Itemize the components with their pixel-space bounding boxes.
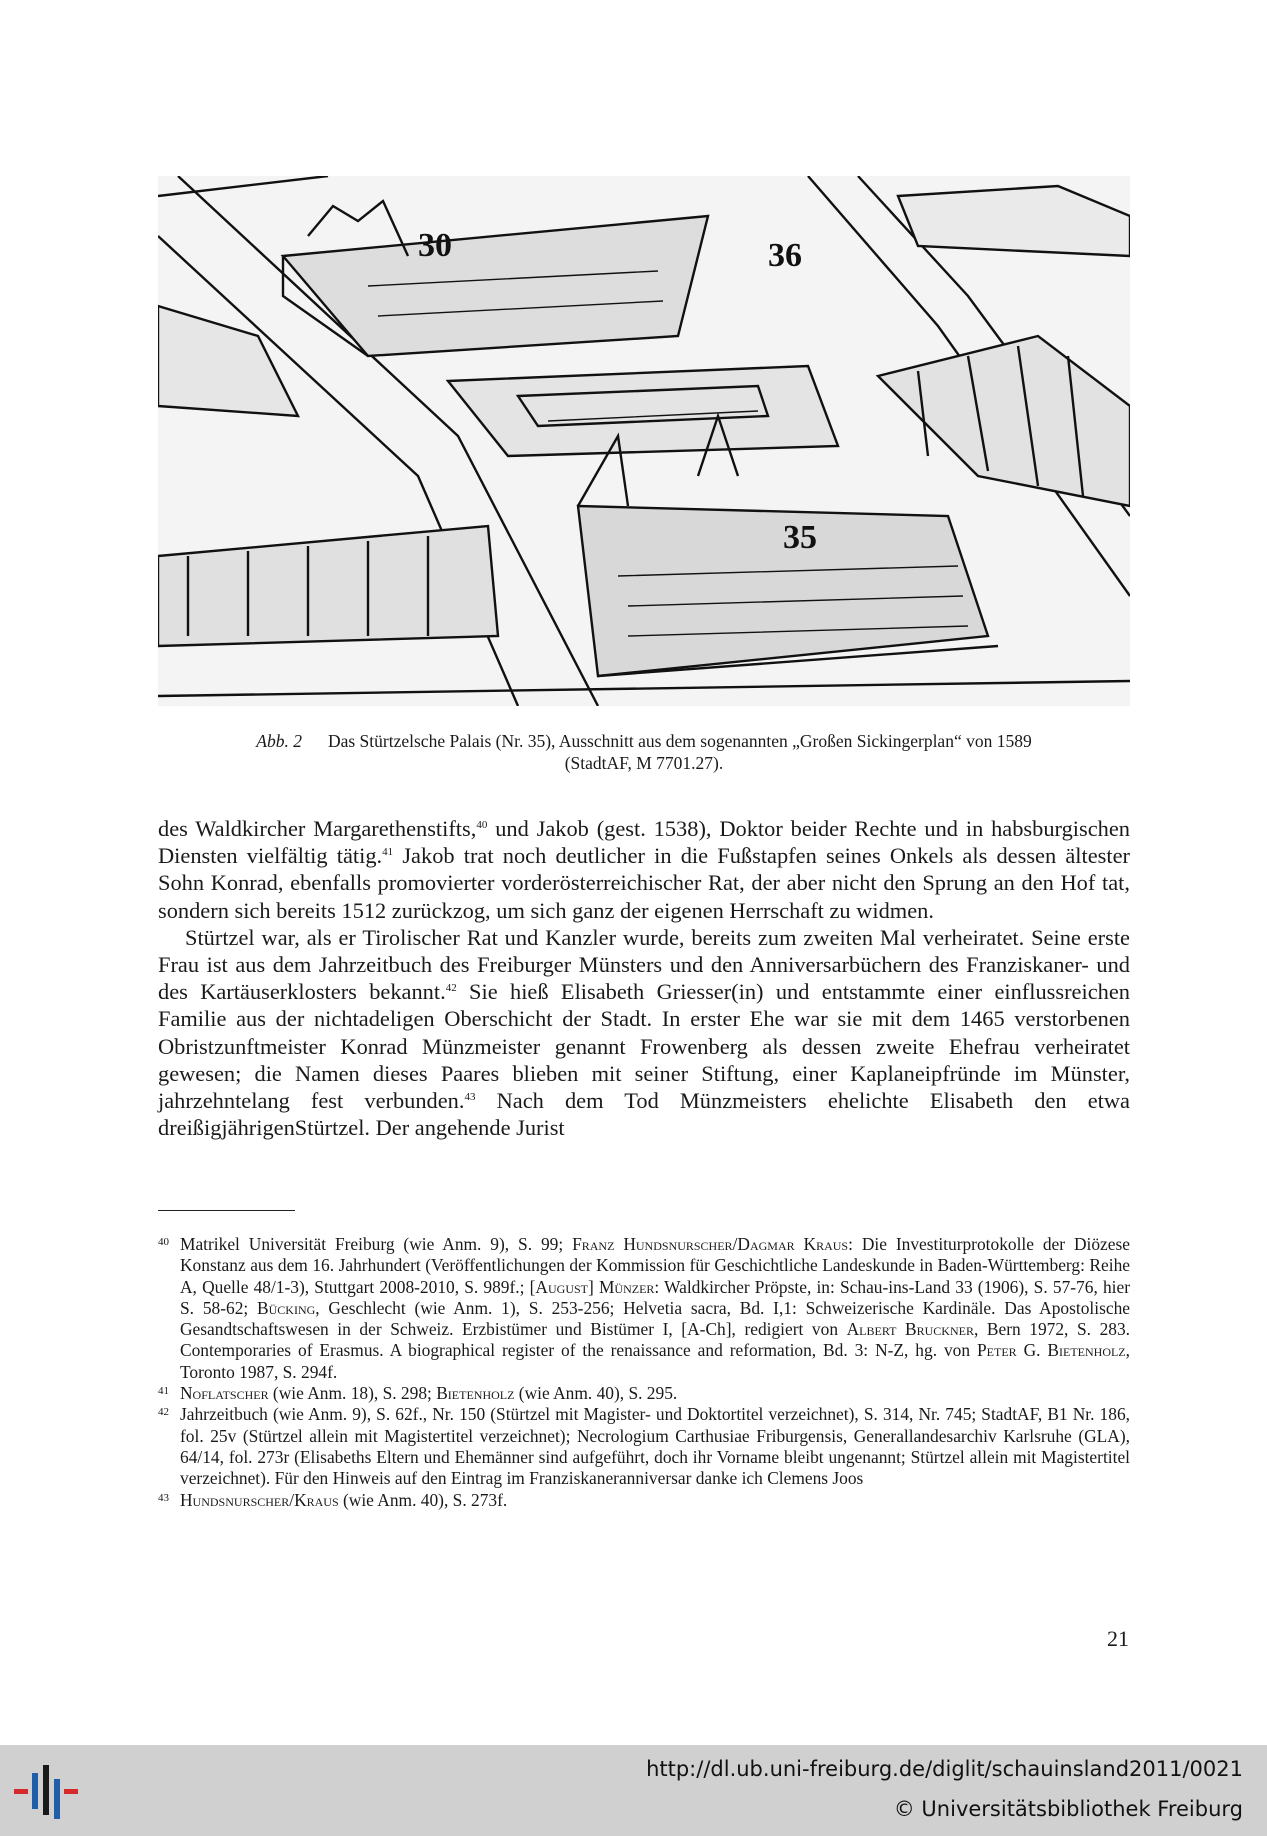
plan-label-30: 30 bbox=[418, 227, 452, 264]
author-name: Peter G. Bietenholz bbox=[976, 1340, 1126, 1361]
text-run: , Geschlecht (wie Anm. 1), S. 253-256; Helvetia sacra, Bd. I,1: Schweizerische Kardinäle. Das Apostolische Gesandtschaftswesen in der Schweiz. Erzbistümer und Bistümer I, [A-Ch], redigiert von bbox=[180, 1297, 1130, 1340]
text-run: des Waldkircher Margarethenstifts, bbox=[158, 816, 477, 841]
footnote-ref-40[interactable]: 40 bbox=[476, 819, 488, 831]
footnote-number: 42 bbox=[158, 1406, 169, 1419]
footnote-43 bbox=[158, 1490, 1130, 1511]
ub-freiburg-logo-icon bbox=[10, 1759, 80, 1823]
plan-label-36: 36 bbox=[768, 237, 802, 274]
footnote-ref-42[interactable]: 42 bbox=[445, 982, 457, 995]
figure-caption bbox=[158, 730, 1130, 774]
document-url-link[interactable]: http://dl.ub.uni-freiburg.de/diglit/schauinsland2011/0021 bbox=[646, 1757, 1243, 1781]
text-run: Sie hieß Elisabeth Griesser(in) und entstammte einer einflussreichen Familie aus der nichtadeligen Oberschicht der Stadt. In erster Ehe war sie mit dem 1465 verstorbenen Obristzunftmeister Konrad Münzmeister genannt Frowenberg als dessen zweite Ehefrau verheiratet gewesen; die Namen dieses Paares blieben mit seiner Stiftung, einer Kaplaneipfründe im Münster, jahrzehntelang fest verbunden. bbox=[158, 979, 1130, 1114]
text-run: : Waldkircher Pröpste, in: Schau-ins-Land 33 (1906), S. 57-76, hier S. 58-62; bbox=[180, 1276, 1130, 1318]
viewer-footer bbox=[0, 1745, 1267, 1836]
plan-label-35: 35 bbox=[783, 519, 817, 556]
footnote-number: 43 bbox=[158, 1491, 169, 1504]
text-run: Stürtzel war, als er Tirolischer Rat und Kanzler wurde, bereits zum zweiten Mal verheiratet. Seine erste Frau ist aus dem Jahrzeitbuch des Freiburger Münsters und den Anniversarbüchern des Franziskaner- und des Kartäuserklosters bekannt. bbox=[158, 924, 1130, 1005]
text-run: Nach dem Tod Münzmeisters ehelichte Elisabeth den etwa dreißigjährigenStürtzel. Der angehende Jurist bbox=[158, 1088, 1130, 1141]
text-run: und Jakob (gest. 1538), Doktor beider Rechte und in habsburgischen Diensten vielfältig tätig. bbox=[158, 816, 1130, 869]
author-name: Bietenholz bbox=[436, 1383, 515, 1404]
paragraph-1 bbox=[158, 815, 1130, 924]
footnote-ref-43[interactable]: 43 bbox=[464, 1091, 476, 1104]
copyright-notice: © Universitätsbibliothek Freiburg bbox=[893, 1797, 1243, 1821]
body-text bbox=[158, 815, 1130, 1141]
page-number: 21 bbox=[1107, 1626, 1129, 1651]
text-run: ] bbox=[587, 1276, 599, 1297]
footnote-ref-41[interactable]: 41 bbox=[382, 846, 394, 859]
caption-line-1: Das Stürtzelsche Palais (Nr. 35), Ausschnitt aus dem sogenannten „Großen Sickingerplan“ von 1589 bbox=[327, 731, 1032, 751]
footnotes bbox=[158, 1234, 1130, 1511]
text-run: (wie Anm. 40), S. 273f. bbox=[338, 1489, 508, 1510]
footnote-separator bbox=[158, 1210, 295, 1211]
text-run: Matrikel Universität Freiburg (wie Anm. 9), S. 99; bbox=[180, 1234, 573, 1254]
text-run: Jahrzeitbuch (wie Anm. 9), S. 62f., Nr. 150 (Stürtzel mit Magister- und Doktortitel verzeichnet), S. 314, Nr. 745; StadtAF, B1 Nr. 186, fol. 25v (Stürtzel allein mit Magistertitel verzeichnet); Necrologium Carthusiae Friburgensis, Generallandesarchiv Karlsruhe (GLA), 64/14, fol. 273r (Elisabeths Eltern und Ehemänner sind aufgeführt, doch ihr Vorname bleibt ungenannt; Stürtzel allein mit Magistertitel verzeichnet). Für den Hinweis auf den Eintrag im Franziskaneranniversar danke ich Clemens Joos bbox=[180, 1404, 1130, 1489]
city-plan-illustration bbox=[158, 176, 1130, 706]
author-name: Albert Bruckner bbox=[846, 1319, 974, 1340]
author-name: Münzer bbox=[598, 1276, 655, 1297]
figure-city-plan bbox=[158, 176, 1130, 706]
text-run: : Die Investiturprotokolle der Diözese Konstanz aus dem 16. Jahrhundert (Veröffentlichungen der Kommission für Geschichtliche Landeskunde in Baden-Württemberg: Reihe A, Quelle 48/1-3), Stuttgart 2008-2010, S. 989f.; [ bbox=[180, 1234, 1130, 1297]
text-run: (wie Anm. 18), S. 298; bbox=[268, 1383, 437, 1404]
footnote-number: 41 bbox=[158, 1385, 169, 1398]
text-run: , Bern 1972, S. 283. Contemporaries of Erasmus. A biographical register of the renaissance and reformation, Bd. 3: N-Z, hg. von bbox=[180, 1319, 1131, 1361]
footnote-40 bbox=[158, 1234, 1130, 1383]
author-name: August bbox=[535, 1276, 588, 1297]
author-name: Franz Hundsnurscher/Dagmar Kraus bbox=[572, 1234, 849, 1254]
footnote-42 bbox=[158, 1404, 1130, 1489]
text-run: (wie Anm. 40), S. 295. bbox=[514, 1383, 678, 1404]
paragraph-2 bbox=[158, 924, 1130, 1142]
footnote-number: 40 bbox=[158, 1236, 169, 1248]
text-run: Jakob trat noch deutlicher in die Fußstapfen seines Onkels als dessen ältester Sohn Konrad, ebenfalls promovierter vorderösterreichischer Rat, der aber nicht den Sprung an den Hof tat, sondern sich bereits 1512 zurückzog, um sich ganz der eigenen Herrschaft zu widmen. bbox=[158, 843, 1130, 923]
author-name: Hundsnurscher/Kraus bbox=[180, 1489, 339, 1510]
footnote-41 bbox=[158, 1383, 1130, 1404]
caption-figure-number: Abb. 2 bbox=[256, 731, 302, 751]
author-name: Noflatscher bbox=[180, 1383, 269, 1404]
author-name: Bücking bbox=[257, 1297, 316, 1318]
text-run: , Toronto 1987, S. 294f. bbox=[180, 1340, 1131, 1382]
caption-line-2: (StadtAF, M 7701.27). bbox=[564, 753, 724, 773]
